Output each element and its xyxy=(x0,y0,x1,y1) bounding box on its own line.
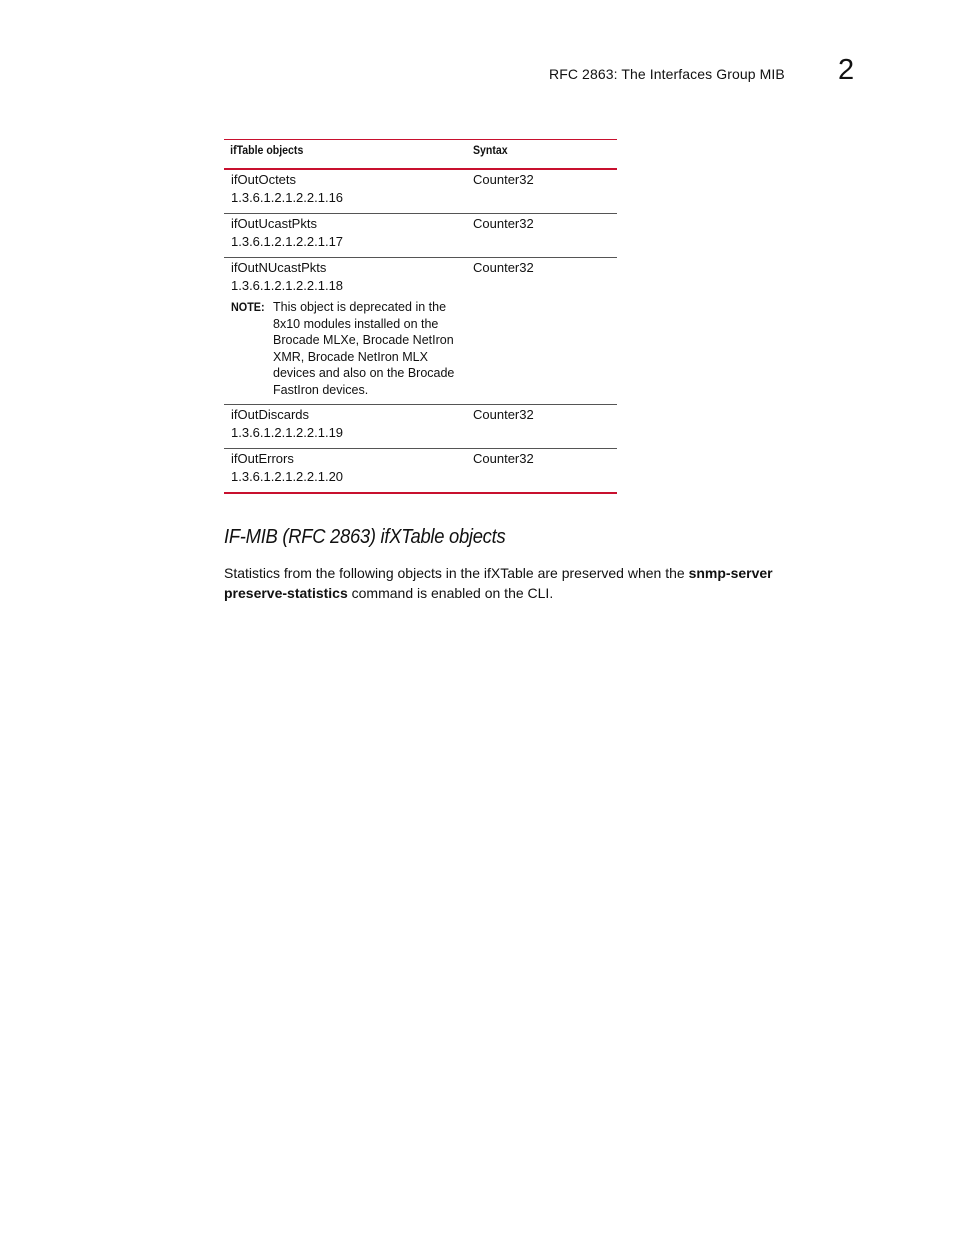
object-oid: 1.3.6.1.2.1.2.2.1.17 xyxy=(231,234,344,249)
object-syntax: Counter32 xyxy=(473,216,534,231)
object-syntax: Counter32 xyxy=(473,407,534,422)
table-row xyxy=(224,214,617,258)
table-row xyxy=(224,170,617,214)
object-name: ifOutDiscards xyxy=(231,407,310,422)
object-name: ifOutErrors xyxy=(231,451,294,466)
object-syntax: Counter32 xyxy=(473,172,534,187)
object-name: ifOutOctets xyxy=(231,172,297,187)
paragraph-text-after: command is enabled on the CLI. xyxy=(347,584,554,601)
iftable-objects-table xyxy=(224,139,617,494)
table-row xyxy=(224,449,617,492)
object-oid: 1.3.6.1.2.1.2.2.1.16 xyxy=(231,190,344,205)
object-syntax: Counter32 xyxy=(473,260,534,275)
table-header-row xyxy=(224,140,617,170)
object-oid: 1.3.6.1.2.1.2.2.1.20 xyxy=(231,469,344,484)
table-row xyxy=(224,258,617,405)
object-oid: 1.3.6.1.2.1.2.2.1.19 xyxy=(231,425,344,440)
note-label: NOTE: xyxy=(231,300,265,314)
cli-command: snmp-server preserve-statistics xyxy=(224,565,773,601)
object-oid: 1.3.6.1.2.1.2.2.1.18 xyxy=(231,278,344,293)
note-text: This object is deprecated in the 8x10 modules installed on the Brocade MLXe, Brocade NetIron XMR, Brocade NetIron MLX devices and also on the Brocade FastIron devices. xyxy=(273,300,455,397)
deprecation-note xyxy=(231,299,473,398)
section-paragraph xyxy=(224,564,814,603)
column-header-syntax: Syntax xyxy=(473,143,508,157)
object-name: ifOutUcastPkts xyxy=(231,216,317,231)
column-header-objects: ifTable objects xyxy=(230,143,304,157)
object-name: ifOutNUcastPkts xyxy=(231,260,327,275)
chapter-number: 2 xyxy=(838,54,855,86)
table-row xyxy=(224,405,617,449)
paragraph-text-before: Statistics from the following objects in the ifXTable are preserved when the xyxy=(224,565,689,581)
section-heading: IF-MIB (RFC 2863) ifXTable objects xyxy=(224,526,506,548)
object-syntax: Counter32 xyxy=(473,451,534,466)
running-header-title: RFC 2863: The Interfaces Group MIB xyxy=(549,66,785,82)
